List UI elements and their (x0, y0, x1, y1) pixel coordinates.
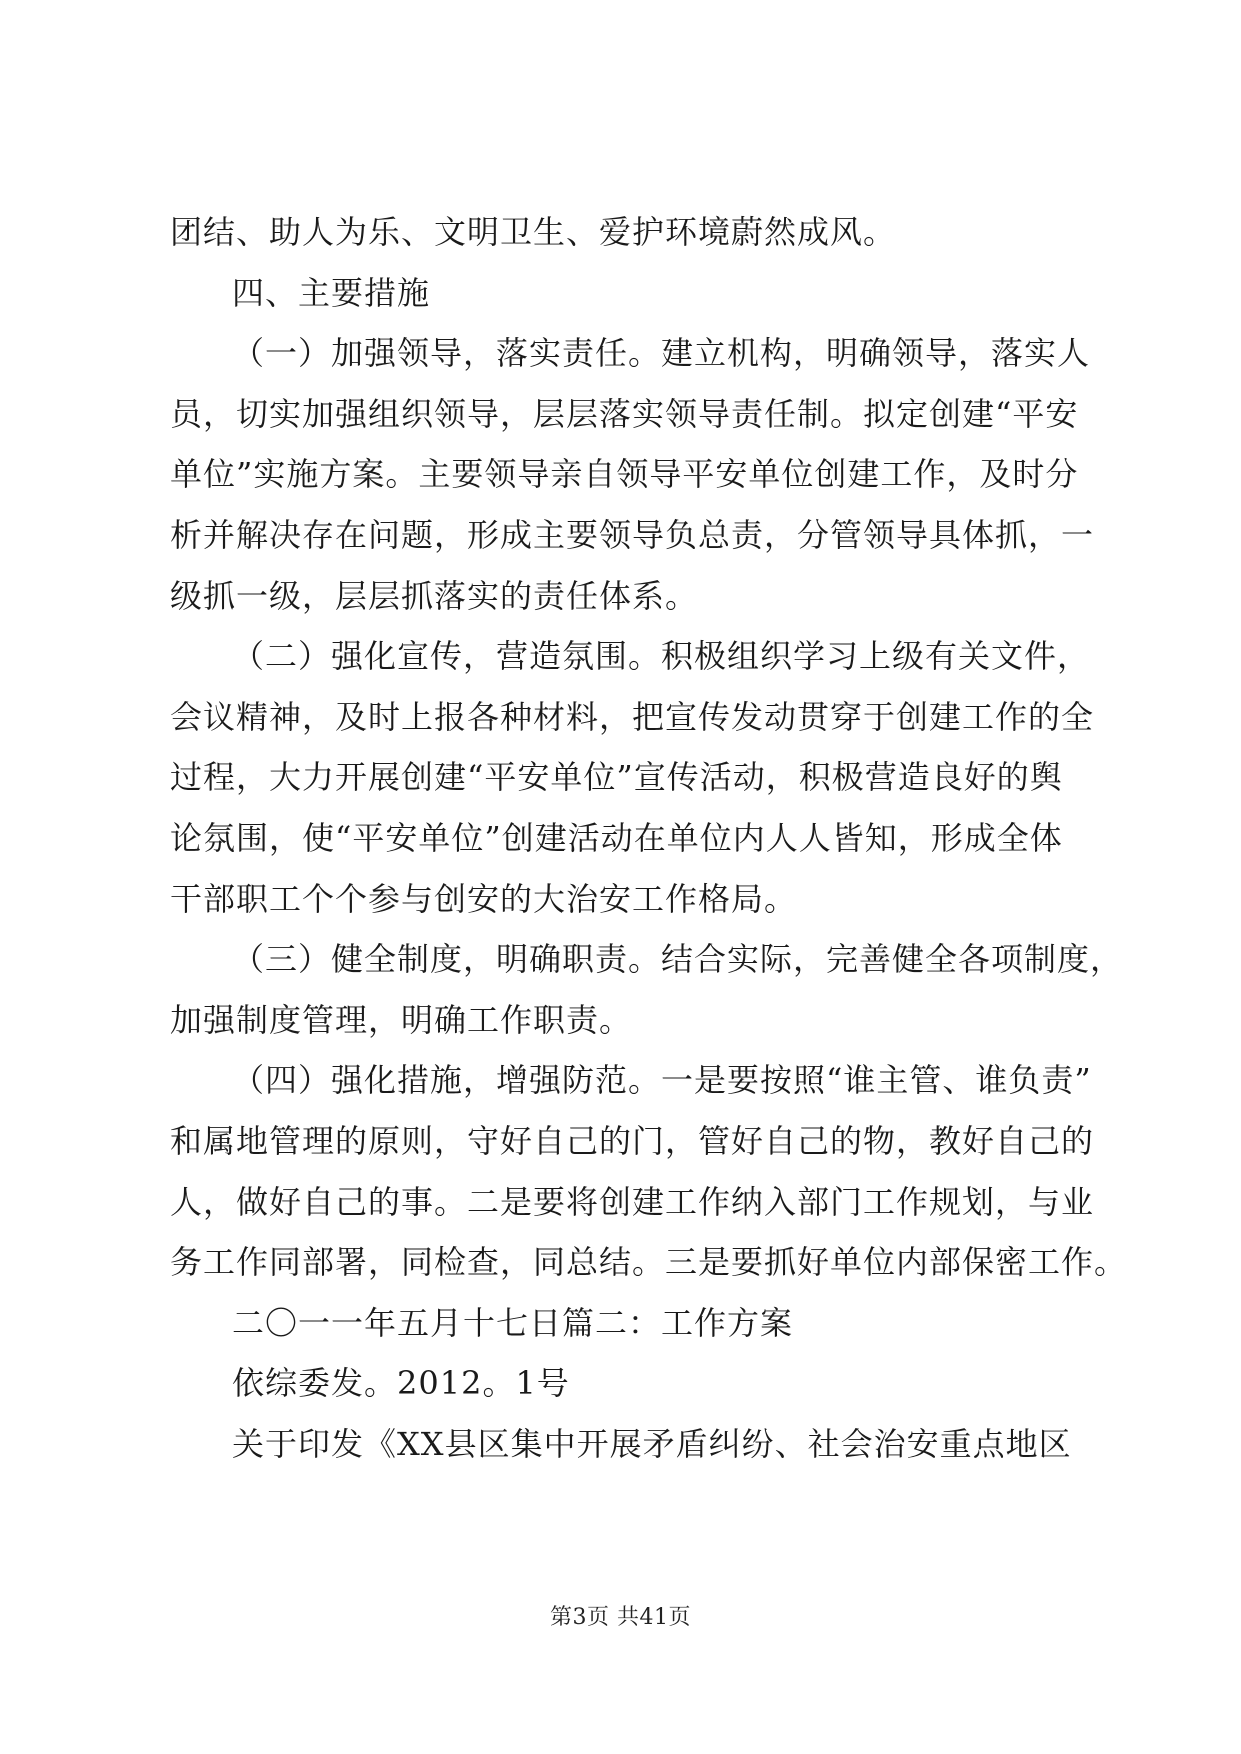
paragraph-line: （三）健全制度，明确职责。结合实际，完善健全各项制度， (232, 940, 1124, 979)
document-body (170, 202, 1128, 1474)
paragraph-line: 论氛围，使“平安单位”创建活动在单位内人人皆知，形成全体 (170, 818, 1063, 857)
paragraph-line: 二〇一一年五月十七日篇二：工作方案 (232, 1303, 794, 1342)
paragraph-line: （四）强化措施，增强防范。一是要按照“谁主管、谁负责” (232, 1061, 1092, 1100)
paragraph-line: 单位”实施方案。主要领导亲自领导平安单位创建工作，及时分 (170, 455, 1079, 494)
paragraph-line: 关于印发《XX县区集中开展矛盾纠纷、社会治安重点地区 (232, 1424, 1072, 1463)
paragraph-line: （二）强化宣传，营造氛围。积极组织学习上级有关文件， (232, 637, 1091, 676)
paragraph-line: （一）加强领导，落实责任。建立机构，明确领导，落实人 (232, 334, 1091, 373)
paragraph-line: 团结、助人为乐、文明卫生、爱护环境蔚然成风。 (170, 213, 897, 251)
paragraph-line: 和属地管理的原则，守好自己的门，管好自己的物，教好自己的 (170, 1121, 1095, 1160)
paragraph-line: 务工作同部署，同检查，同总结。三是要抓好单位内部保密工作。 (170, 1243, 1128, 1282)
paragraph-line: 过程，大力开展创建“平安单位”宣传活动，积极营造良好的舆 (170, 758, 1063, 797)
paragraph-line: 干部职工个个参与创安的大治安工作格局。 (170, 879, 798, 918)
paragraph-line: 四、主要措施 (232, 273, 431, 312)
paragraph-line: 会议精神，及时上报各种材料，把宣传发动贯穿于创建工作的全 (170, 697, 1095, 736)
paragraph-line: 析并解决存在问题，形成主要领导负总责，分管领导具体抓，一 (170, 515, 1095, 554)
paragraph-line: 级抓一级，层层抓落实的责任体系。 (170, 576, 699, 615)
paragraph-line: 加强制度管理，明确工作职责。 (170, 1000, 633, 1039)
page-footer: 第3页 共41页 (550, 1605, 691, 1630)
paragraph-line: 员，切实加强组织领导，层层落实领导责任制。拟定创建“平安 (170, 394, 1079, 433)
paragraph-line: 依综委发。2012。1号 (232, 1364, 570, 1403)
paragraph-line: 人，做好自己的事。二是要将创建工作纳入部门工作规划，与业 (170, 1182, 1095, 1221)
